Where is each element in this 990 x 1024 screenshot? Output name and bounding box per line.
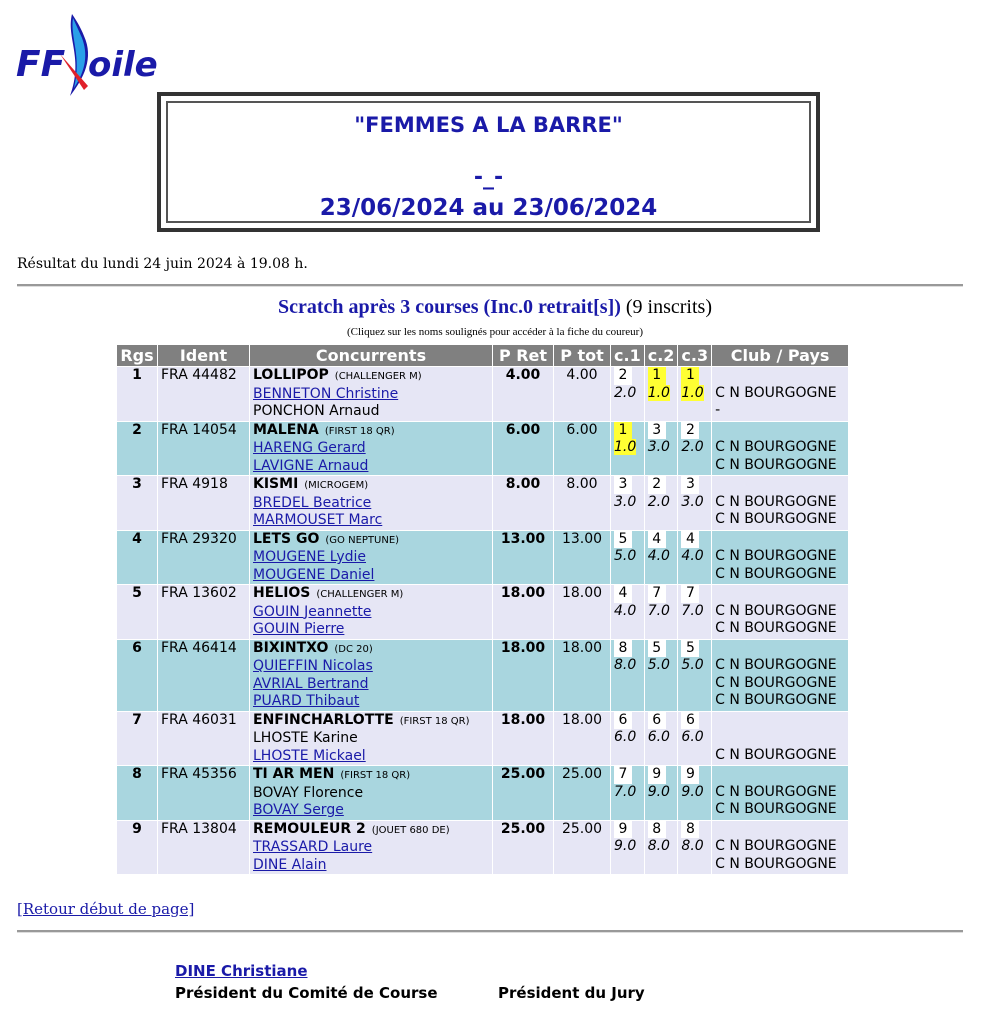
crew-name-link[interactable]: DINE Alain — [253, 856, 327, 873]
table-row — [117, 422, 848, 476]
boat-name: BIXINTXO — [253, 639, 329, 656]
race-points-wrap — [648, 548, 675, 566]
race-place: 4 — [681, 531, 699, 549]
race-points-wrap — [681, 385, 708, 403]
race-points: 4.0 — [614, 602, 637, 619]
club-name: C N BOURGOGNE — [715, 565, 837, 582]
race-points-wrap — [681, 838, 708, 856]
boat-model: (FIRST 18 QR) — [324, 425, 395, 437]
race-points-wrap — [614, 494, 641, 512]
race-place: 3 — [648, 422, 666, 440]
race-points: 2.0 — [614, 384, 637, 401]
table-row — [117, 766, 848, 820]
race-points-wrap — [614, 657, 641, 675]
competitor-cell — [250, 476, 492, 530]
boat-name: KISMI — [253, 476, 299, 492]
race-place: 1 — [614, 422, 632, 440]
rank-cell: 7 — [117, 712, 157, 766]
race-points-wrap — [648, 439, 675, 457]
table-row — [117, 585, 848, 639]
race-1-cell — [611, 766, 644, 820]
club-name: C N BOURGOGNE — [715, 801, 837, 817]
rank-cell: 3 — [117, 476, 157, 530]
race-points: 6.0 — [614, 729, 637, 745]
race-2-cell — [645, 476, 678, 530]
scratch-note: (Cliquez sur les noms soulignés pour accéder à la fiche du coureur) — [347, 326, 643, 338]
club-cell — [712, 712, 848, 766]
club-cell — [712, 422, 848, 476]
club-name: C N BOURGOGNE — [715, 657, 837, 673]
race-points: 4.0 — [647, 548, 670, 564]
race-1-cell — [611, 640, 644, 711]
race-2-cell — [645, 712, 678, 766]
club-name — [715, 367, 845, 385]
points-total-cell: 4.00 — [554, 367, 610, 421]
table-row — [117, 367, 848, 421]
race-3-cell — [678, 821, 711, 875]
boat-model: (FIRST 18 QR) — [340, 770, 411, 781]
crew-name-link[interactable]: AVRIAL Bertrand — [253, 675, 369, 692]
club-name: - — [715, 402, 721, 418]
table-row — [117, 821, 848, 875]
event-dates: 23/06/2024 au 23/06/2024 — [319, 195, 658, 221]
table-row — [117, 712, 848, 766]
race-3-cell — [678, 367, 711, 421]
boat-name: MALENA — [253, 421, 319, 438]
race-3-cell — [678, 640, 711, 711]
boat-name: HELIOS — [253, 585, 311, 601]
points-total-cell: 25.00 — [554, 766, 610, 820]
race-points: 8.0 — [681, 838, 704, 854]
race-points-wrap — [681, 603, 708, 621]
crew-name-link[interactable]: HARENG Gerard — [253, 440, 366, 456]
col-club: Club / Pays — [712, 345, 848, 366]
race-1-cell — [611, 367, 644, 421]
col-pret: P Ret — [493, 345, 553, 366]
race-points: 1.0 — [681, 384, 704, 401]
race-points: 9.0 — [614, 838, 637, 854]
race-1-cell — [611, 531, 644, 585]
ffvoile-logo — [14, 8, 174, 98]
club-name — [715, 821, 845, 839]
race-1-cell — [611, 476, 644, 530]
crew-name-link[interactable]: MARMOUSET Marc — [253, 512, 383, 528]
points-retained-cell: 6.00 — [493, 422, 553, 476]
event-title-box — [157, 92, 820, 232]
boat-name: REMOULEUR 2 — [253, 820, 366, 837]
competitor-cell — [250, 766, 492, 820]
crew-name-link[interactable]: QUIEFFIN Nicolas — [253, 658, 373, 674]
boat-line — [253, 766, 489, 785]
table-row — [117, 640, 848, 711]
boat-line — [253, 531, 489, 550]
boat-name: LETS GO — [253, 530, 320, 547]
race-place: 7 — [681, 585, 699, 603]
points-total-cell: 18.00 — [554, 712, 610, 766]
ident-cell: FRA 46414 — [158, 640, 249, 711]
race-2-cell — [645, 821, 678, 875]
points-total-cell: 8.00 — [554, 476, 610, 530]
club-name — [715, 640, 845, 658]
race-place: 9 — [681, 766, 699, 784]
race-place: 5 — [614, 531, 632, 549]
points-retained-cell: 4.00 — [493, 367, 553, 421]
race-place: 1 — [681, 367, 699, 385]
race-place: 4 — [648, 531, 666, 549]
crew-name-link[interactable]: BREDEL Beatrice — [253, 494, 372, 511]
club-name: C N BOURGOGNE — [715, 838, 837, 854]
race-points: 3.0 — [614, 493, 637, 510]
event-subtitle: -_- — [473, 165, 504, 190]
race-points-wrap — [681, 657, 708, 675]
club-name: C N BOURGOGNE — [715, 602, 837, 619]
race-points: 8.0 — [647, 838, 670, 854]
scratch-title-bold: Scratch après 3 courses (Inc.0 retrait[s]) — [278, 296, 621, 318]
race-place: 1 — [648, 367, 666, 385]
competitor-cell — [250, 531, 492, 585]
race-place: 7 — [614, 766, 632, 784]
race-2-cell — [645, 585, 678, 639]
club-name: C N BOURGOGNE — [715, 493, 837, 510]
club-name: C N BOURGOGNE — [715, 674, 837, 691]
race-points: 7.0 — [647, 602, 670, 619]
race-place: 8 — [614, 640, 632, 658]
logo-ff-text: FF — [16, 44, 66, 85]
club-cell — [712, 531, 848, 585]
race-points-wrap — [614, 439, 641, 457]
race-points-wrap — [648, 603, 675, 621]
boat-line — [253, 422, 489, 441]
race-place: 6 — [614, 712, 632, 730]
points-retained-cell: 18.00 — [493, 712, 553, 766]
race-place: 4 — [614, 585, 632, 603]
race-points: 8.0 — [614, 657, 637, 673]
event-title: "FEMMES A LA BARRE" — [354, 113, 623, 137]
race-points-wrap — [614, 838, 641, 856]
boat-name: LOLLIPOP — [253, 367, 329, 383]
club-cell — [712, 766, 848, 820]
race-points-wrap — [681, 439, 708, 457]
race-officer-name-link[interactable]: DINE Christiane — [175, 962, 308, 980]
result-timestamp: Résultat du lundi 24 juin 2024 à 19.08 h. — [17, 256, 308, 272]
race-points: 5.0 — [614, 548, 637, 564]
club-name — [715, 531, 845, 549]
race-3-cell — [678, 712, 711, 766]
table-row — [117, 476, 848, 530]
race-points-wrap — [648, 657, 675, 675]
race-place: 3 — [681, 476, 699, 494]
divider-bottom — [17, 930, 963, 933]
ident-cell: FRA 13804 — [158, 821, 249, 875]
crew-name: PONCHON Arnaud — [253, 403, 380, 419]
ident-cell: FRA 4918 — [158, 476, 249, 530]
club-name: C N BOURGOGNE — [715, 384, 837, 401]
club-name: C N BOURGOGNE — [715, 620, 837, 636]
race-points: 7.0 — [614, 783, 637, 800]
club-name — [715, 729, 845, 747]
col-race-1: c.1 — [611, 345, 644, 366]
ident-cell: FRA 46031 — [158, 712, 249, 766]
club-cell — [712, 821, 848, 875]
club-name — [715, 585, 845, 603]
race-place: 8 — [681, 821, 699, 839]
points-total-cell: 6.00 — [554, 422, 610, 476]
points-retained-cell: 18.00 — [493, 640, 553, 711]
race-1-cell — [611, 422, 644, 476]
ident-cell: FRA 14054 — [158, 422, 249, 476]
race-2-cell — [645, 766, 678, 820]
race-3-cell — [678, 766, 711, 820]
results-table — [116, 344, 849, 875]
club-name: C N BOURGOGNE — [715, 783, 837, 800]
competitor-cell — [250, 640, 492, 711]
boat-model: (DC 20) — [334, 643, 373, 655]
competitor-cell — [250, 422, 492, 476]
race-points-wrap — [614, 385, 641, 403]
ident-cell: FRA 13602 — [158, 585, 249, 639]
race-points-wrap — [614, 784, 641, 802]
race-points-wrap — [681, 548, 708, 566]
points-total-cell: 18.00 — [554, 640, 610, 711]
crew-name-link[interactable]: LHOSTE Mickael — [253, 747, 366, 764]
scratch-title-count: (9 inscrits) — [620, 296, 712, 318]
points-retained-cell: 25.00 — [493, 766, 553, 820]
col-race-2: c.2 — [645, 345, 678, 366]
points-total-cell: 18.00 — [554, 585, 610, 639]
crew-name: BOVAY Florence — [253, 784, 364, 801]
ffvoile-logo-graphic — [14, 8, 174, 98]
club-name: C N BOURGOGNE — [715, 439, 837, 455]
race-2-cell — [645, 531, 678, 585]
rank-cell: 5 — [117, 585, 157, 639]
club-name: C N BOURGOGNE — [715, 511, 837, 527]
ident-cell: FRA 44482 — [158, 367, 249, 421]
race-place: 2 — [681, 422, 699, 440]
race-committee-role: Président du Comité de Course — [175, 984, 438, 1002]
competitor-cell — [250, 712, 492, 766]
race-points: 1.0 — [614, 439, 637, 455]
race-place: 6 — [648, 712, 666, 730]
crew-name-link[interactable]: GOUIN Pierre — [253, 621, 345, 637]
boat-model: (JOUET 680 DE) — [371, 824, 450, 836]
club-name: C N BOURGOGNE — [715, 746, 837, 763]
race-points-wrap — [648, 784, 675, 802]
club-name: C N BOURGOGNE — [715, 855, 837, 872]
crew-name-link[interactable]: TRASSARD Laure — [253, 839, 373, 855]
crew-name-link[interactable]: BOVAY Serge — [253, 802, 344, 818]
club-cell — [712, 367, 848, 421]
col-concurrents: Concurrents — [250, 345, 492, 366]
race-points: 2.0 — [681, 439, 704, 455]
ident-cell: FRA 29320 — [158, 531, 249, 585]
race-place: 2 — [614, 367, 632, 385]
rank-cell: 8 — [117, 766, 157, 820]
club-name: C N BOURGOGNE — [715, 456, 837, 473]
boat-name: TI AR MEN — [253, 766, 335, 782]
boat-model: (FIRST 18 QR) — [399, 715, 470, 727]
race-2-cell — [645, 640, 678, 711]
jury-role: Président du Jury — [498, 984, 645, 1002]
club-cell — [712, 585, 848, 639]
back-to-top-link[interactable]: [Retour début de page] — [17, 900, 195, 918]
race-points: 7.0 — [681, 602, 704, 619]
boat-line — [253, 821, 489, 840]
race-points-wrap — [648, 385, 675, 403]
rank-cell: 9 — [117, 821, 157, 875]
boat-model: (GO NEPTUNE) — [325, 534, 400, 546]
race-3-cell — [678, 531, 711, 585]
race-place: 9 — [614, 821, 632, 839]
boat-line — [253, 476, 489, 495]
race-place: 5 — [648, 640, 666, 658]
race-points: 5.0 — [681, 657, 704, 673]
race-points-wrap — [681, 729, 708, 747]
points-retained-cell: 13.00 — [493, 531, 553, 585]
col-ptot: P tot — [554, 345, 610, 366]
club-cell — [712, 476, 848, 530]
points-retained-cell: 8.00 — [493, 476, 553, 530]
club-name — [715, 766, 845, 784]
crew-name-link[interactable]: BENNETON Christine — [253, 385, 399, 402]
boat-line — [253, 585, 489, 604]
boat-line — [253, 640, 489, 659]
points-total-cell: 13.00 — [554, 531, 610, 585]
boat-line — [253, 367, 489, 386]
race-points: 4.0 — [681, 548, 704, 564]
col-ident: Ident — [158, 345, 249, 366]
boat-line — [253, 712, 489, 731]
competitor-cell — [250, 585, 492, 639]
ident-cell: FRA 45356 — [158, 766, 249, 820]
rank-cell: 4 — [117, 531, 157, 585]
race-place: 6 — [681, 712, 699, 730]
race-2-cell — [645, 422, 678, 476]
boat-name: ENFINCHARLOTTE — [253, 711, 394, 728]
table-row — [117, 531, 848, 585]
race-place: 7 — [648, 585, 666, 603]
club-name: C N BOURGOGNE — [715, 692, 837, 708]
race-points-wrap — [648, 729, 675, 747]
crew-name-link[interactable]: PUARD Thibaut — [253, 693, 360, 709]
club-name — [715, 476, 845, 494]
race-points-wrap — [648, 494, 675, 512]
logo-voile-text: oile — [88, 45, 158, 85]
race-points: 5.0 — [647, 657, 670, 673]
race-points-wrap — [614, 548, 641, 566]
race-points-wrap — [681, 494, 708, 512]
competitor-cell — [250, 367, 492, 421]
crew-name-link[interactable]: MOUGENE Lydie — [253, 549, 366, 565]
boat-model: (MICROGEM) — [304, 480, 369, 491]
scratch-title — [0, 296, 990, 319]
race-points: 6.0 — [681, 729, 704, 745]
race-points-wrap — [681, 784, 708, 802]
race-points-wrap — [614, 603, 641, 621]
crew-name: LHOSTE Karine — [253, 730, 358, 746]
race-3-cell — [678, 422, 711, 476]
club-name: C N BOURGOGNE — [715, 548, 837, 564]
race-1-cell — [611, 585, 644, 639]
race-points: 9.0 — [647, 783, 670, 800]
race-points: 9.0 — [681, 783, 704, 800]
race-3-cell — [678, 585, 711, 639]
rank-cell: 6 — [117, 640, 157, 711]
club-cell — [712, 640, 848, 711]
boat-model: (CHALLENGER M) — [334, 371, 422, 382]
results-header-row — [117, 345, 848, 366]
race-place: 2 — [648, 476, 666, 494]
points-retained-cell: 25.00 — [493, 821, 553, 875]
race-3-cell — [678, 476, 711, 530]
points-retained-cell: 18.00 — [493, 585, 553, 639]
event-title-inner — [166, 101, 811, 223]
race-points-wrap — [648, 838, 675, 856]
race-place: 5 — [681, 640, 699, 658]
race-points-wrap — [614, 729, 641, 747]
crew-name-link[interactable]: LAVIGNE Arnaud — [253, 457, 369, 474]
divider-top — [17, 284, 963, 287]
rank-cell: 1 — [117, 367, 157, 421]
club-name — [715, 712, 845, 730]
competitor-cell — [250, 821, 492, 875]
race-place: 8 — [648, 821, 666, 839]
crew-name-link[interactable]: MOUGENE Daniel — [253, 566, 375, 583]
race-1-cell — [611, 712, 644, 766]
race-points: 2.0 — [647, 493, 670, 510]
boat-model: (CHALLENGER M) — [316, 589, 404, 600]
rank-cell: 2 — [117, 422, 157, 476]
race-points: 6.0 — [647, 729, 670, 745]
results-body — [117, 367, 848, 874]
col-rank: Rgs — [117, 345, 157, 366]
race-2-cell — [645, 367, 678, 421]
race-1-cell — [611, 821, 644, 875]
race-points: 3.0 — [681, 493, 704, 510]
race-points: 3.0 — [647, 439, 670, 455]
club-name — [715, 422, 845, 440]
race-place: 9 — [648, 766, 666, 784]
race-place: 3 — [614, 476, 632, 494]
col-race-3: c.3 — [678, 345, 711, 366]
race-points: 1.0 — [647, 384, 670, 401]
crew-name-link[interactable]: GOUIN Jeannette — [253, 603, 372, 620]
points-total-cell: 25.00 — [554, 821, 610, 875]
